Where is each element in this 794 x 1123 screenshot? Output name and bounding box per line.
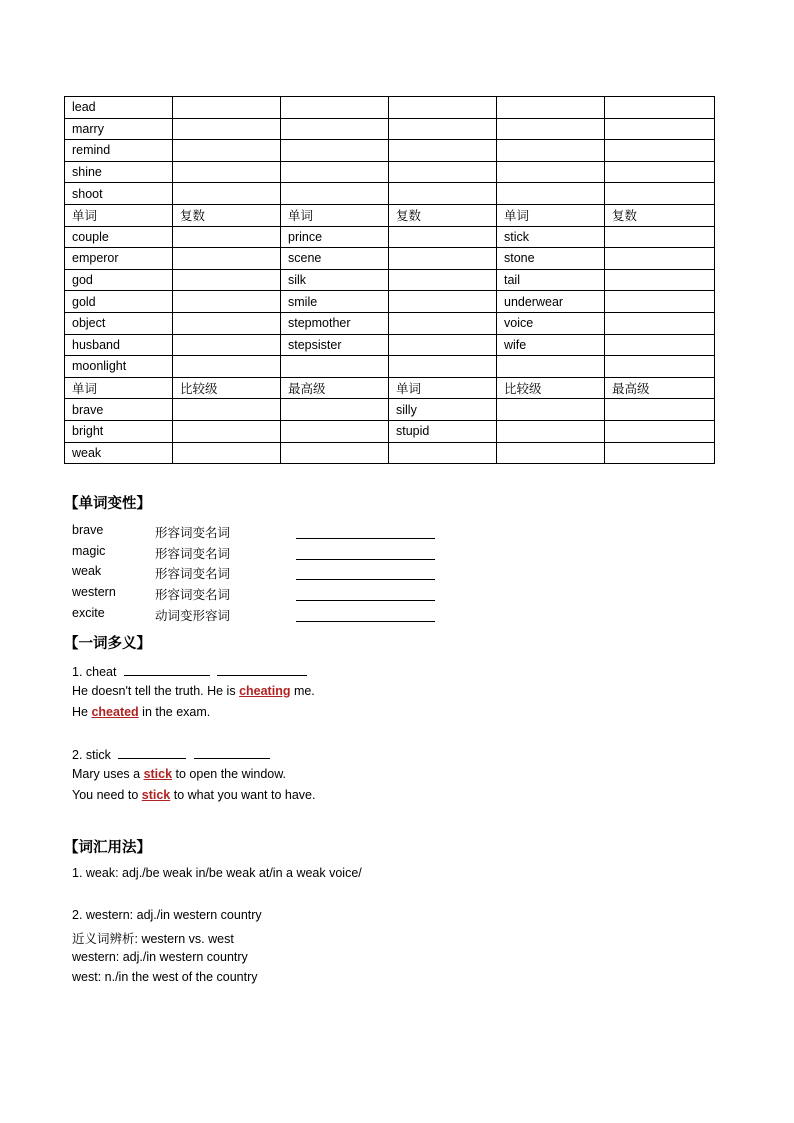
table-cell-text: marry	[65, 118, 173, 140]
table-row	[65, 334, 715, 356]
table-cell-blank[interactable]	[281, 399, 389, 421]
polysemy-heading: 【一词多义】	[64, 636, 151, 652]
table-cell-text: 单词	[281, 204, 389, 226]
table-cell-text: 复数	[389, 204, 497, 226]
conversion-row	[72, 603, 452, 623]
usage-line: 2. western: adj./in western country	[72, 908, 262, 922]
table-cell-blank[interactable]	[173, 161, 281, 183]
table-cell-blank[interactable]	[389, 356, 497, 378]
table-cell-blank[interactable]	[173, 312, 281, 334]
table-cell-text: 复数	[605, 204, 715, 226]
table-cell-blank[interactable]	[173, 183, 281, 205]
answer-blank[interactable]	[296, 579, 435, 580]
table-row	[65, 312, 715, 334]
table-cell-text: silly	[389, 399, 497, 421]
table-row-verb	[65, 118, 715, 140]
table-cell-text: shoot	[65, 183, 173, 205]
table-cell-blank[interactable]	[281, 97, 389, 119]
table-cell-text: 单词	[389, 377, 497, 399]
table-cell-text: silk	[281, 269, 389, 291]
item-label: 1. cheat	[72, 665, 117, 679]
conversion-type: 动词变形容词	[155, 609, 231, 623]
table-cell-blank[interactable]	[497, 97, 605, 119]
highlighted-word: cheated	[91, 705, 139, 719]
table-cell-blank[interactable]	[389, 269, 497, 291]
table-cell-blank[interactable]	[497, 118, 605, 140]
table-cell-blank[interactable]	[605, 118, 715, 140]
table-cell-text: prince	[281, 226, 389, 248]
table-cell-blank[interactable]	[605, 356, 715, 378]
answer-blank[interactable]	[296, 559, 435, 560]
table-row	[65, 399, 715, 421]
conversion-word: weak	[72, 564, 102, 578]
table-cell-blank[interactable]	[389, 140, 497, 162]
conversion-row	[72, 520, 452, 540]
table-row	[65, 248, 715, 270]
table-cell-blank[interactable]	[497, 140, 605, 162]
highlighted-word: stick	[141, 788, 171, 802]
table-row-verb	[65, 97, 715, 119]
table-cell-text: stone	[497, 248, 605, 270]
table-cell-blank[interactable]	[389, 97, 497, 119]
table-cell-blank[interactable]	[497, 442, 605, 464]
table-cell-text: 比较级	[173, 377, 281, 399]
table-cell-text: underwear	[497, 291, 605, 313]
table-cell-text: moonlight	[65, 356, 173, 378]
table-row-verb	[65, 161, 715, 183]
table-cell-blank[interactable]	[173, 356, 281, 378]
usage-line: west: n./in the west of the country	[72, 970, 258, 984]
table-cell-blank[interactable]	[389, 226, 497, 248]
table-cell-blank[interactable]	[173, 140, 281, 162]
usage-heading: 【词汇用法】	[64, 840, 151, 856]
table-cell-text: brave	[65, 399, 173, 421]
table-header-row	[65, 377, 715, 399]
table-cell-blank[interactable]	[497, 183, 605, 205]
table-cell-text: weak	[65, 442, 173, 464]
table-cell-blank[interactable]	[497, 399, 605, 421]
table-row	[65, 291, 715, 313]
table-row	[65, 269, 715, 291]
table-cell-blank[interactable]	[389, 248, 497, 270]
vocabulary-table	[64, 96, 715, 464]
answer-blank[interactable]	[217, 663, 307, 676]
table-row	[65, 442, 715, 464]
conversion-word: magic	[72, 544, 106, 558]
table-cell-text: shine	[65, 161, 173, 183]
table-cell-text: wife	[497, 334, 605, 356]
highlighted-word: stick	[143, 767, 173, 781]
table-cell-blank[interactable]	[173, 420, 281, 442]
table-cell-blank[interactable]	[173, 442, 281, 464]
table-cell-text: 单词	[65, 377, 173, 399]
table-cell-blank[interactable]	[281, 183, 389, 205]
example-sentence: You need to stick to what you want to have.	[72, 788, 316, 802]
conversion-word: brave	[72, 523, 104, 537]
table-row-verb	[65, 183, 715, 205]
table-cell-text: god	[65, 269, 173, 291]
table-cell-blank[interactable]	[389, 161, 497, 183]
table-cell-blank[interactable]	[605, 291, 715, 313]
table-cell-text: 单词	[497, 204, 605, 226]
table-cell-blank[interactable]	[605, 183, 715, 205]
table-cell-text: couple	[65, 226, 173, 248]
highlighted-word: cheating	[239, 684, 291, 698]
table-cell-blank[interactable]	[281, 118, 389, 140]
table-cell-blank[interactable]	[605, 226, 715, 248]
answer-blank[interactable]	[296, 600, 435, 601]
item-label: 2. stick	[72, 748, 111, 762]
table-cell-blank[interactable]	[389, 291, 497, 313]
table-cell-text: stick	[497, 226, 605, 248]
table-cell-blank[interactable]	[605, 334, 715, 356]
table-cell-blank[interactable]	[497, 356, 605, 378]
table-cell-blank[interactable]	[173, 226, 281, 248]
conversion-heading: 【单词变性】	[64, 496, 151, 512]
table-cell-text: husband	[65, 334, 173, 356]
table-cell-blank[interactable]	[281, 140, 389, 162]
table-cell-blank[interactable]	[173, 248, 281, 270]
table-row-verb	[65, 140, 715, 162]
answer-blank[interactable]	[124, 663, 210, 676]
table-cell-blank[interactable]	[605, 420, 715, 442]
table-cell-blank[interactable]	[497, 161, 605, 183]
conversion-type: 形容词变名词	[155, 588, 231, 602]
conversion-type: 形容词变名词	[155, 547, 231, 561]
table-cell-blank[interactable]	[281, 356, 389, 378]
table-cell-text: voice	[497, 312, 605, 334]
conversion-word: excite	[72, 606, 105, 620]
table-cell-blank[interactable]	[605, 248, 715, 270]
table-cell-text: 单词	[65, 204, 173, 226]
table-cell-text: bright	[65, 420, 173, 442]
answer-blank[interactable]	[194, 746, 270, 759]
table-header-row	[65, 204, 715, 226]
example-sentence: He doesn't tell the truth. He is cheating me.	[72, 684, 315, 698]
table-cell-text: object	[65, 312, 173, 334]
table-cell-text: stepsister	[281, 334, 389, 356]
conversion-type: 形容词变名词	[155, 567, 231, 581]
table-cell-blank[interactable]	[173, 334, 281, 356]
table-row	[65, 356, 715, 378]
table-cell-text: gold	[65, 291, 173, 313]
table-cell-text: tail	[497, 269, 605, 291]
table-cell-blank[interactable]	[173, 269, 281, 291]
table-cell-text: 最高级	[605, 377, 715, 399]
table-cell-blank[interactable]	[605, 399, 715, 421]
table-cell-blank[interactable]	[389, 442, 497, 464]
answer-blank[interactable]	[296, 538, 435, 539]
conversion-row	[72, 541, 452, 561]
table-cell-text: 比较级	[497, 377, 605, 399]
answer-blank[interactable]	[118, 746, 186, 759]
table-cell-text: 最高级	[281, 377, 389, 399]
table-cell-text: stupid	[389, 420, 497, 442]
table-cell-text: lead	[65, 97, 173, 119]
usage-line: 近义词辨析: western vs. west	[72, 932, 234, 946]
answer-blank[interactable]	[296, 621, 435, 622]
table-cell-text: emperor	[65, 248, 173, 270]
example-sentence: He cheated in the exam.	[72, 705, 211, 719]
example-sentence: Mary uses a stick to open the window.	[72, 767, 287, 781]
table-cell-blank[interactable]	[173, 97, 281, 119]
polysemy-item-2-label	[72, 746, 270, 762]
table-cell-text: remind	[65, 140, 173, 162]
table-cell-blank[interactable]	[497, 420, 605, 442]
table-cell-text: smile	[281, 291, 389, 313]
table-cell-blank[interactable]	[605, 161, 715, 183]
table-cell-blank[interactable]	[281, 442, 389, 464]
table-cell-text: scene	[281, 248, 389, 270]
table-cell-blank[interactable]	[389, 183, 497, 205]
table-cell-text: stepmother	[281, 312, 389, 334]
usage-line: 1. weak: adj./be weak in/be weak at/in a weak voice/	[72, 866, 362, 880]
conversion-type: 形容词变名词	[155, 526, 231, 540]
table-cell-blank[interactable]	[173, 118, 281, 140]
conversion-word: western	[72, 585, 116, 599]
table-cell-blank[interactable]	[389, 118, 497, 140]
table-cell-blank[interactable]	[281, 161, 389, 183]
conversion-row	[72, 561, 452, 581]
table-row	[65, 226, 715, 248]
table-cell-blank[interactable]	[173, 291, 281, 313]
table-cell-blank[interactable]	[605, 97, 715, 119]
table-cell-blank[interactable]	[389, 334, 497, 356]
table-cell-blank[interactable]	[605, 312, 715, 334]
table-row	[65, 420, 715, 442]
table-cell-blank[interactable]	[281, 420, 389, 442]
polysemy-item-1-label	[72, 663, 307, 679]
table-cell-blank[interactable]	[173, 399, 281, 421]
table-cell-blank[interactable]	[605, 269, 715, 291]
table-cell-text: 复数	[173, 204, 281, 226]
table-cell-blank[interactable]	[605, 140, 715, 162]
table-cell-blank[interactable]	[605, 442, 715, 464]
conversion-row	[72, 582, 452, 602]
table-cell-blank[interactable]	[389, 312, 497, 334]
usage-line: western: adj./in western country	[72, 950, 248, 964]
